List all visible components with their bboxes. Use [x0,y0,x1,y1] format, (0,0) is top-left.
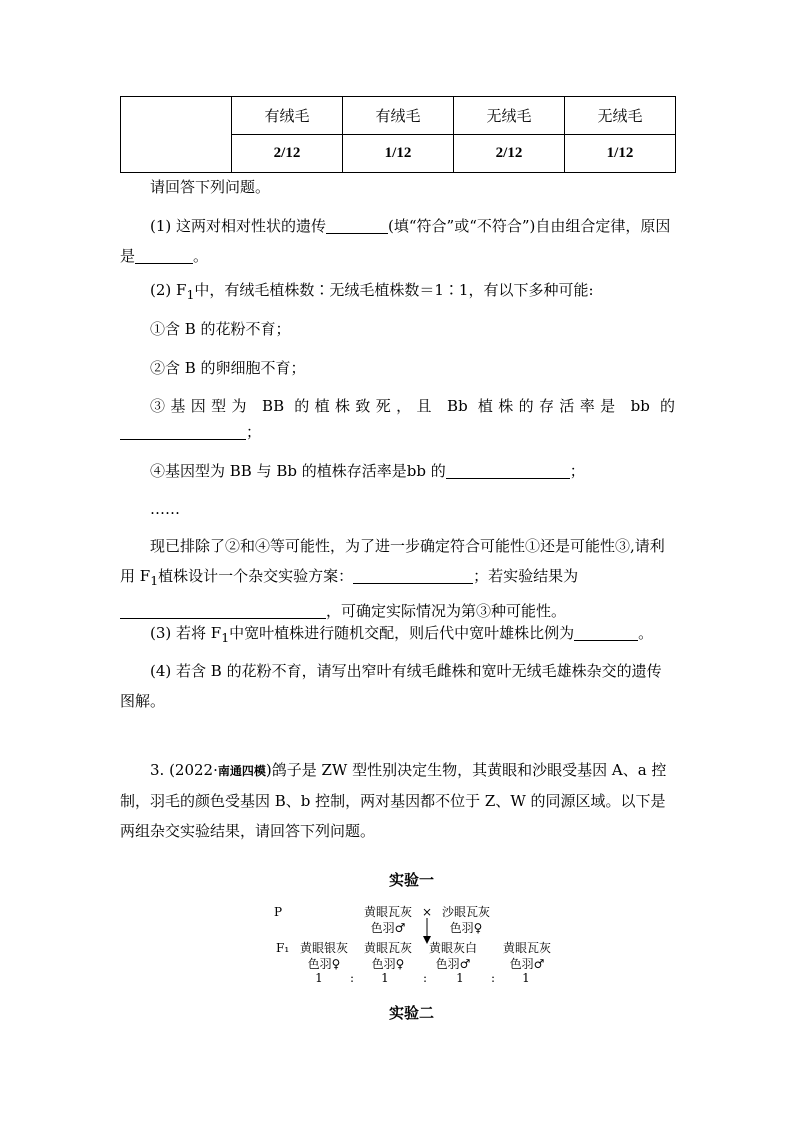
table-cell: 有绒毛 [343,97,454,135]
parent-female: 沙眼瓦灰 色羽♀ [441,905,490,935]
problem-3-number: 3. (2022· [150,761,218,779]
problem-3-source: 南通四模 [217,764,266,778]
q2-text-b: 中，有绒毛植株数∶无绒毛植株数＝1∶1，有以下多种可能: [194,281,594,299]
ellipsis: …… [150,500,180,518]
question-3 [120,618,675,653]
offspring-phenotype: 黄眼银灰 色羽♀ [299,941,348,971]
option-4 [120,456,675,486]
ratio-value: 1 [381,971,389,985]
f1-generation-label: F₁ [276,941,290,955]
ratio-separator: : [349,971,355,985]
problem-3 [120,755,675,846]
ratio-value: 1 [522,971,530,985]
intro-text: 请回答下列问题。 [150,178,271,196]
ratio-value: 1 [456,971,464,985]
phenotype-table [120,96,676,173]
subscript: 1 [186,287,195,302]
option-3-end: ； [246,423,262,441]
exp-text-d: ，可确定实际情况为第③种可能性。 [326,602,567,620]
experiment-design-paragraph [120,531,675,626]
exp-text-a: 现已排除了②和④等可能性，为了进一步确定符合可能性①还是可能性③,请利用 F [120,537,665,585]
question-4: (4) 若含 B 的花粉不育，请写出窄叶有绒毛雌株和宽叶无绒毛雄株杂交的遗传图解。 [120,662,662,710]
table-cell: 2/12 [454,135,565,173]
q2-text-a: (2) F [150,281,187,299]
answer-blank[interactable] [135,245,193,264]
table-cell: 无绒毛 [454,97,565,135]
option-3-blank-line [120,417,675,447]
problem-3-text: )鸽子是 ZW 型性别决定生物，其黄眼和沙眼受基因 A、a 控制，羽毛的颜色受基因 B、b 控制，两对基因都不位于 Z、W 的同源区域。以下是两组杂交实验结果，请回答下列问题。 [120,761,667,840]
exp-text-c: ；若实验结果为 [473,567,579,585]
table-cell: 2/12 [232,135,343,173]
table-cell: 无绒毛 [565,97,676,135]
parent-generation-label: P [274,905,283,919]
offspring-phenotype: 黄眼瓦灰 色羽♂ [502,941,551,971]
option-3: ③基因型为 BB 的植株致死，且 Bb 植株的存活率是 bb 的 [150,397,675,415]
table-cell: 1/12 [343,135,454,173]
option-4-text: ④基因型为 BB 与 Bb 的植株存活率是bb 的 [150,462,446,480]
q1-text-c: 。 [193,247,209,265]
ratio-value: 1 [315,971,323,985]
table-cell: 1/12 [565,135,676,173]
experiment-1-title: 实验一 [389,871,435,889]
subscript: 1 [221,630,230,645]
experiment-2-title: 实验二 [389,1004,435,1022]
question-2 [120,275,675,310]
exp-text-b: 植株设计一个杂交实验方案： [158,567,354,585]
ratio-separator: : [422,971,428,985]
option-1: ①含 B 的花粉不育； [150,320,291,338]
question-1 [120,211,675,271]
option-2: ②含 B 的卵细胞不育； [150,359,306,377]
table-cell: 有绒毛 [232,97,343,135]
q1-text-b: (填“符合”或“不符合”)自由组合定律，原因是 [120,217,671,265]
table-row [121,97,676,135]
offspring-phenotype: 黄眼瓦灰 色羽♀ [363,941,412,971]
ratio-separator: : [490,971,496,985]
option-4-end: ； [569,462,585,480]
q3-text-c: 。 [638,624,654,642]
answer-blank[interactable] [446,460,570,479]
answer-blank[interactable] [120,421,246,440]
offspring-phenotype: 黄眼灰白 色羽♂ [428,941,477,971]
cross-symbol: × [421,905,433,919]
table-blank-cell [121,97,232,173]
answer-blank[interactable] [574,622,638,641]
parent-male: 黄眼瓦灰 色羽♂ [363,905,412,935]
q3-text-a: (3) 若将 F [150,624,222,642]
answer-blank[interactable] [326,215,388,234]
q1-text-a: (1) 这两对相对性状的遗传 [150,217,327,235]
answer-blank[interactable] [120,600,326,619]
subscript: 1 [150,573,159,588]
q3-text-b: 中宽叶植株进行随机交配，则后代中宽叶雄株比例为 [229,624,575,642]
answer-blank[interactable] [353,565,473,584]
